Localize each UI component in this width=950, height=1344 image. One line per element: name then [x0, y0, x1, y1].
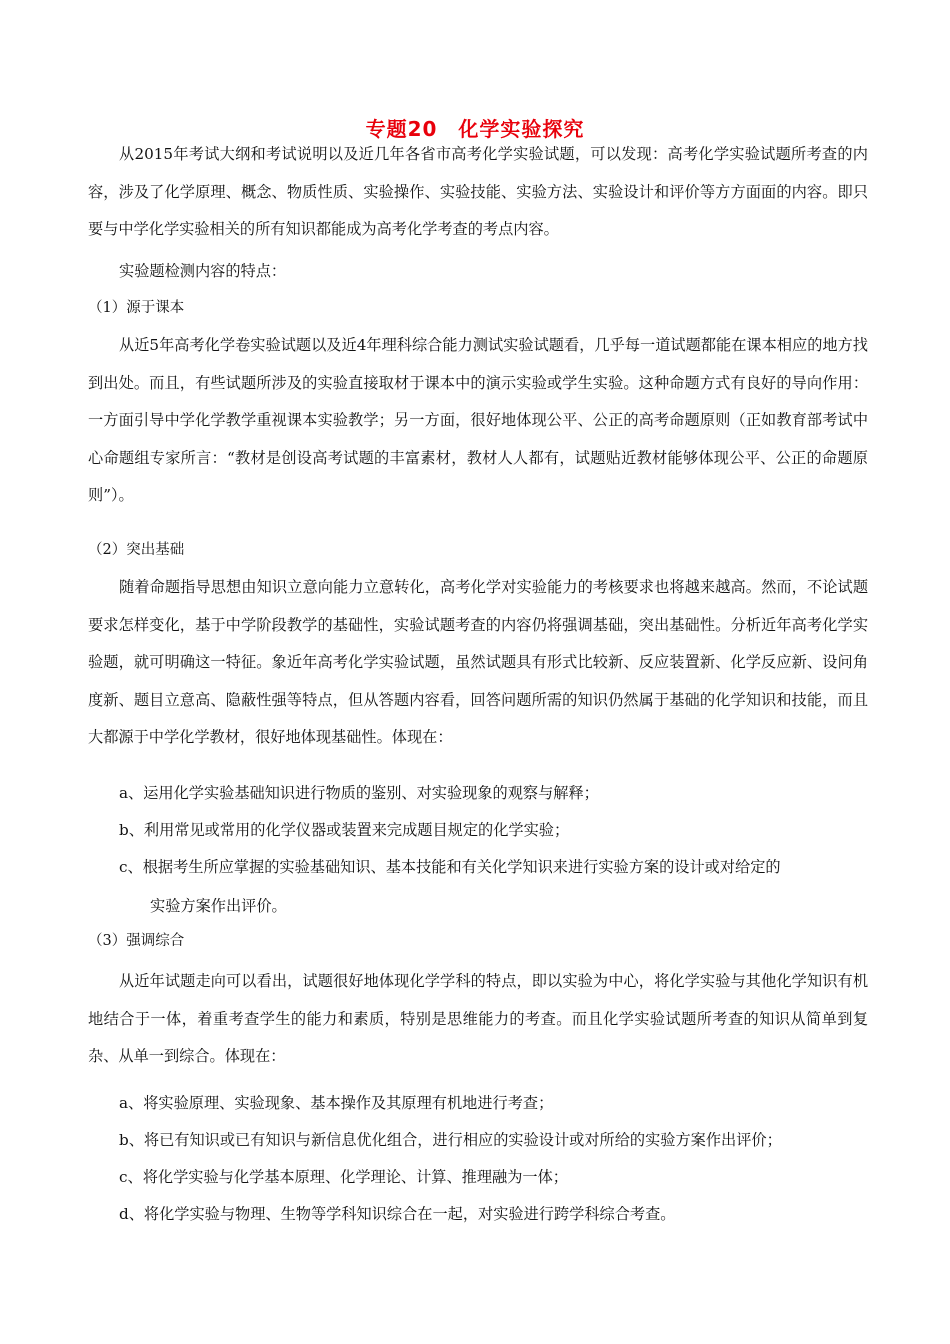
section1-heading: （1）源于课本 — [88, 300, 185, 316]
features-heading: 实验题检测内容的特点： — [119, 262, 287, 280]
section2-item-b: b、利用常见或常用的化学仪器或装置来完成题目规定的化学实验； — [119, 821, 570, 839]
section2-item-c: c、根据考生所应掌握的实验基础知识、基本技能和有关化学知识来进行实验方案的设计或对给定的 — [119, 858, 781, 876]
section2-item-a: a、运用化学实验基础知识进行物质的鉴别、对实验现象的观察与解释； — [119, 784, 599, 802]
section3-item-c: c、将化学实验与化学基本原理、化学理论、计算、推理融为一体； — [119, 1168, 568, 1186]
section3-heading: （3）强调综合 — [88, 933, 185, 949]
page-title: 专题20 化学实验探究 — [365, 117, 585, 141]
section2-heading: （2）突出基础 — [88, 542, 185, 558]
section2-body: 随着命题指导思想由知识立意向能力立意转化，高考化学对实验能力的考核要求也将越来越高。然而，不论试题要求怎样变化，基于中学阶段教学的基础性，实验试题考查的内容仍将强调基础，突出基础性。分析近年高考化学实验题，就可明确这一特征。象近年高考化学实验试题，虽然试题具有形式比较新、反应装置新、化学反应新、设问角度新、题目立意高、隐蔽性强等特点，但从答题内容看，回答问题所需的知识仍然属于基础的化学知识和技能，而且大都源于中学化学教材，很好地体现基础性。体现在： — [88, 578, 868, 746]
intro-paragraph: 从2015年考试大纲和考试说明以及近几年各省市高考化学实验试题，可以发现：高考化学实验试题所考查的内容，涉及了化学原理、概念、物质性质、实验操作、实验技能、实验方法、实验设计和评价等方方面面的内容。即只要与中学化学实验相关的所有知识都能成为高考化学考查的考点内容。 — [88, 145, 868, 238]
section2-item-c-continued: 实验方案作出评价。 — [150, 897, 287, 915]
section3-item-d: d、将化学实验与物理、生物等学科知识综合在一起，对实验进行跨学科综合考查。 — [119, 1205, 676, 1223]
section3-body: 从近年试题走向可以看出，试题很好地体现化学学科的特点，即以实验为中心，将化学实验与其他化学知识有机地结合于一体，着重考查学生的能力和素质，特别是思维能力的考查。而且化学实验试题所考查的知识从简单到复杂、从单一到综合。体现在： — [88, 972, 868, 1065]
section3-item-b: b、将已有知识或已有知识与新信息优化组合，进行相应的实验设计或对所给的实验方案作出评价； — [119, 1131, 782, 1149]
section3-item-a: a、将实验原理、实验现象、基本操作及其原理有机地进行考查； — [119, 1094, 554, 1112]
section1-body: 从近5年高考化学卷实验试题以及近4年理科综合能力测试实验试题看，几乎每一道试题都能在课本相应的地方找到出处。而且，有些试题所涉及的实验直接取材于课本中的演示实验或学生实验。这种命题方式有良好的导向作用：一方面引导中学化学教学重视课本实验教学；另一方面，很好地体现公平、公正的高考命题原则（正如教育部考试中心命题组专家所言：“教材是创设高考试题的丰富素材，教材人人都有，试题贴近教材能够体现公平、公正的命题原则”）。 — [88, 336, 868, 504]
